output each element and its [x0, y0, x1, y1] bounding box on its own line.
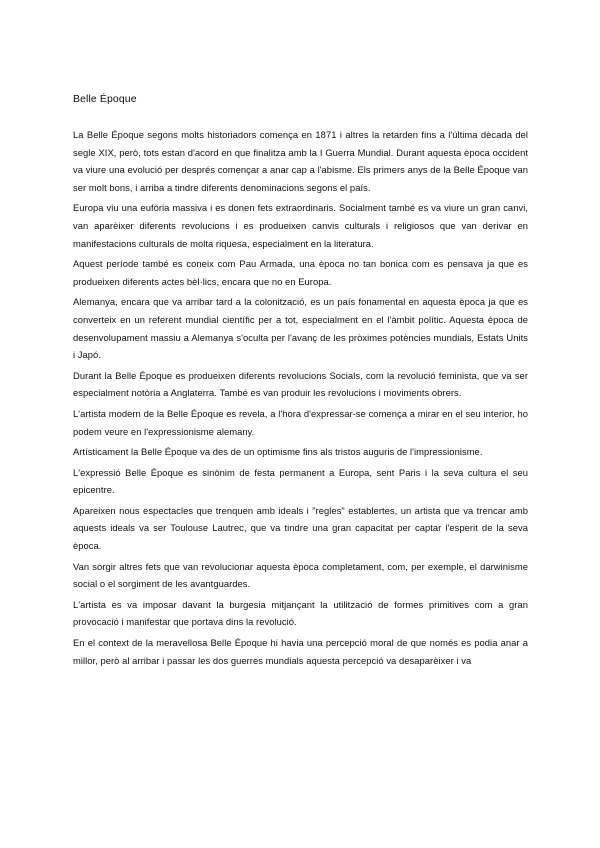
paragraph: Apareixen nous espectacles que trenquen amb ideals i "regles" establertes, un artista que va trencar amb aquests ideals va ser Toulouse Lautrec, que va tindre una gran capacitat per captar l'esperit de la seva època.	[73, 504, 528, 552]
paragraph: Durant la Belle Époque es produeixen diferents revolucions Socials, com la revolució feminista, que va ser especialment notòria a Anglaterra. També es van produir les revolucions i moviments obrers.	[73, 369, 528, 399]
paragraph: Alemanya, encara que va arribar tard a la colonització, es un país fonamental en aquesta època ja que es converteix en un referent mundial científic per a tot, especialment en el l'àmbit polític. Aquesta època de desenvolupament massiu a Alemanya s'oculta per l'avanç de les pròximes potències mundials, Estats Units i Japó.	[73, 296, 528, 361]
paragraph: L'artista es va imposar davant la burgesia mitjançant la utilització de formes primitives com a gran provocació i manifestar que portava dins la revolució.	[73, 598, 528, 628]
paragraph: Aquest període també es coneix com Pau Armada, una època no tan bonica com es pensava ja que es produeixen diferents actes bèl·lics, encara que no en Europa.	[73, 258, 528, 287]
document-title: Belle Époque	[73, 93, 137, 105]
paragraph: Van sorgir altres fets que van revolucionar aquesta època completament, com, per exemple, el darwinisme social o el sorgiment de les avantguardes.	[73, 560, 528, 590]
paragraph: En el context de la meravellosa Belle Époque hi havia una percepció moral de que només es podia anar a millor, però al arribar i passar les dos guerres mundials aquesta percepció va desaparèixer i va	[73, 637, 528, 666]
paragraph: Europa viu una eufòria massiva i es donen fets extraordinaris. Socialment també es va viure un gran canvi, van aparèixer diferents revolucions i es produeixen canvis culturals i religiosos que van derivar en manifestacions culturals de molta riquesa, especialment en la literatura.	[73, 202, 528, 249]
paragraph: Artísticament la Belle Époque va des de un optimisme fins als tristos auguris de l'impressionisme.	[73, 446, 483, 458]
paragraph: L'artista modern de la Belle Époque es revela, a l'hora d'expressar-se comença a mirar en el seu interior, ho podem veure en l'expressionisme alemany.	[73, 407, 528, 437]
document-body	[73, 126, 528, 672]
paragraph: L'expressió Belle Époque es sinònim de festa permanent a Europa, sent Paris i la seva cultura el seu epicentre.	[73, 466, 528, 496]
paragraph: La Belle Époque segons molts historiadors comença en 1871 i altres la retarden fins a l'última dècada del segle XIX, però, tots estan d'acord en que finalitza amb la I Guerra Mundial. Durant aquesta època occident va viure una evolució per després començar a anar cap a l'abisme. Els primers anys de la Belle Époque van ser molt bons, i arriba a tindre diferents denominacions segons el país.	[73, 129, 528, 193]
